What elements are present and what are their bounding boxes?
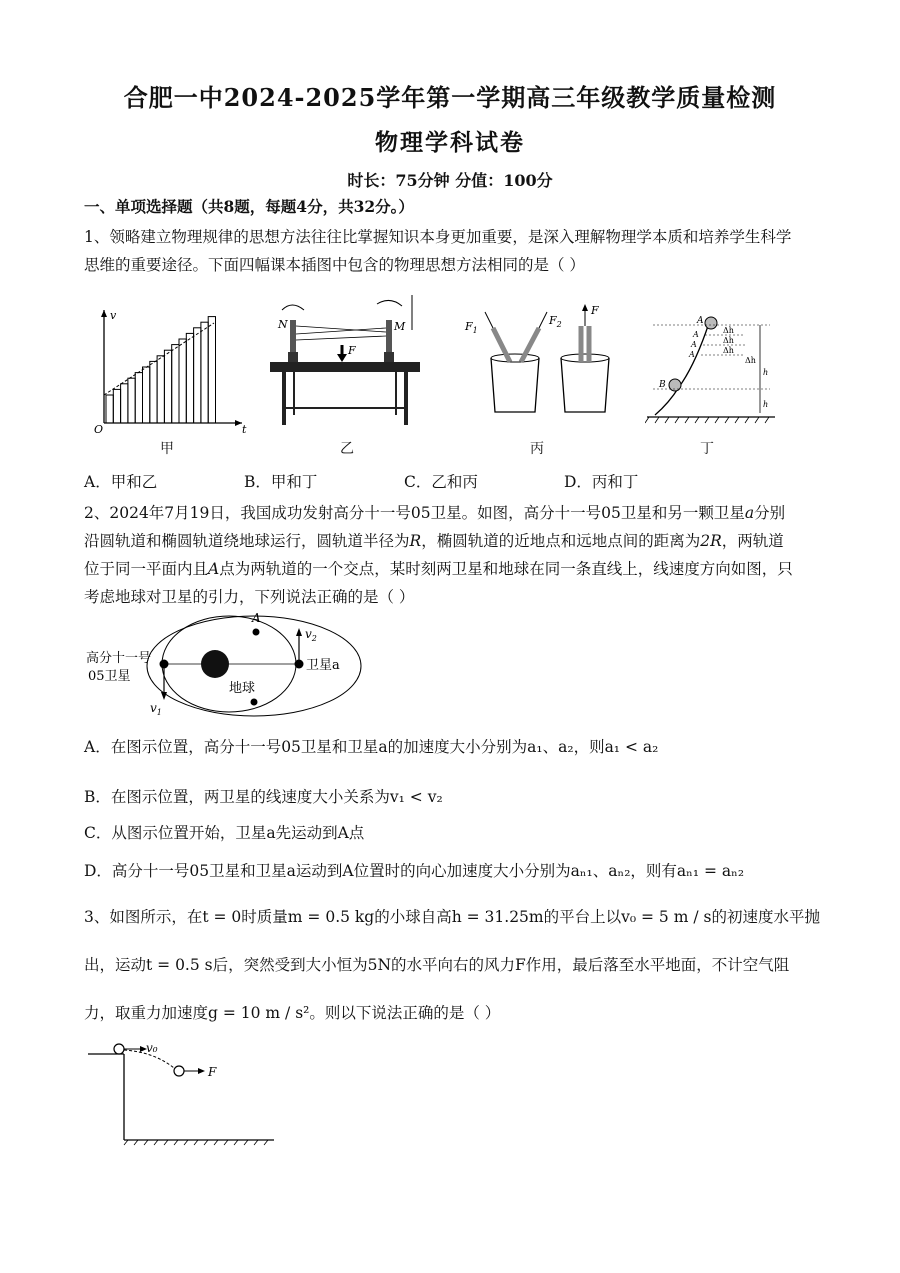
- fig-jia-t: t: [242, 423, 247, 435]
- subject-title: 物理学科试卷: [375, 129, 525, 156]
- fig-f: F: [208, 1065, 217, 1079]
- q2-option-b[interactable]: B．在图示位置，两卫星的线速度大小关系为v₁ < v₂: [84, 788, 443, 806]
- q1-option-b[interactable]: B．甲和丁: [244, 473, 318, 491]
- svg-text:Δh: Δh: [723, 336, 734, 345]
- fig-v0: v₀: [146, 1041, 158, 1055]
- staircase-bar: [179, 339, 186, 423]
- fig-jia-o: O: [94, 423, 104, 435]
- svg-text:h: h: [763, 368, 769, 377]
- svg-text:A: A: [697, 316, 704, 326]
- staircase-bar: [135, 373, 142, 423]
- staircase-bar: [194, 328, 201, 423]
- staircase-bar: [121, 384, 128, 423]
- fig-jia: [92, 305, 252, 435]
- q2-line4: 考虑地球对卫星的引力，下列说法正确的是（ ）: [84, 588, 415, 606]
- fig-yi-m: M: [394, 320, 406, 333]
- caption-bing: 丙: [530, 441, 544, 457]
- svg-text:Δh: Δh: [723, 346, 734, 355]
- q1-option-c[interactable]: C．乙和丙: [404, 473, 478, 491]
- svg-text:A: A: [693, 330, 699, 339]
- fig-bing-f: F: [591, 304, 599, 317]
- fig-earth: 地球: [229, 681, 256, 696]
- fig-sat1-b: 05卫星: [88, 669, 131, 684]
- fig-point-a: A: [252, 611, 261, 625]
- svg-text:F1: $F_1$: [465, 320, 478, 335]
- fig-bing-f1: F: [465, 320, 473, 333]
- svg-text:Δh: Δh: [723, 326, 734, 335]
- svg-text:F2: $F_2$: [549, 314, 562, 329]
- staircase-bar: [186, 333, 193, 423]
- q1-options: [84, 470, 804, 492]
- q2-line2: 沿圆轨道和椭圆轨道绕地球运行，圆轨道半径为R，椭圆轨道的近地点和远地点间的距离为2R，两轨道: [84, 532, 784, 550]
- fig-v2: $v_2$: [305, 627, 317, 643]
- fig-bing-f2: F: [549, 314, 557, 327]
- staircase-bar: [201, 322, 208, 423]
- fig-bing: [455, 300, 620, 420]
- q2-line1: 2、2024年7月19日，我国成功发射高分十一号05卫星。如图，高分十一号05卫星和另一颗卫星a分别: [84, 504, 786, 522]
- q2-line3: 位于同一平面内且A点为两轨道的一个交点，某时刻两卫星和地球在同一条直线上，线速度方向如图，只: [84, 560, 793, 578]
- svg-text:A: A: [689, 350, 695, 359]
- exam-title: 合肥一中2024-2025学年第一学期高三年级教学质量检测: [123, 83, 777, 112]
- staircase-bar: [106, 395, 113, 423]
- q3-line2: 出，运动t = 0.5 s后，突然受到大小恒为5N的水平向右的风力F作用，最后落至水平地面，不计空气阻: [84, 956, 790, 974]
- q1-line1: 1、领略建立物理规律的思想方法往往比掌握知识本身更加重要，是深入理解物理学本质和培养学生科学: [84, 228, 792, 246]
- fig-yi: [262, 290, 427, 430]
- staircase-bar: [172, 345, 179, 423]
- fig-yi-f: F: [348, 344, 356, 357]
- staircase-bar: [143, 367, 150, 423]
- svg-text:B: B: [659, 380, 666, 390]
- fig-sat1-a: 高分十一号: [86, 651, 152, 666]
- q1-line2: 思维的重要途径。下面四幅课本插图中包含的物理思想方法相同的是（ ）: [84, 256, 585, 274]
- q3-line1: 3、如图所示，在t = 0时质量m = 0.5 kg的小球自高h = 31.25m的平台上以v₀ = 5 m / s的初速度水平抛: [84, 908, 820, 926]
- staircase-bar: [113, 389, 120, 423]
- staircase-bar: [157, 356, 164, 423]
- q2-option-a[interactable]: A．在图示位置，高分十一号05卫星和卫星a的加速度大小分别为a₁、a₂，则a₁ < a₂: [84, 738, 659, 756]
- caption-ding: 丁: [700, 441, 714, 457]
- exam-meta: 时长：75分钟 分值：100分: [347, 171, 553, 190]
- fig-sat2: 卫星a: [306, 658, 340, 673]
- caption-jia: 甲: [160, 441, 174, 457]
- q2-option-d[interactable]: D．高分十一号05卫星和卫星a运动到A位置时的向心加速度大小分别为aₙ₁、aₙ₂，则有aₙ₁ = aₙ₂: [84, 862, 745, 880]
- section-heading: 一、单项选择题（共8题，每题4分，共32分。）: [84, 197, 414, 216]
- fig-projectile: [84, 1040, 284, 1150]
- svg-text:h: h: [763, 400, 769, 409]
- fig-ding: [645, 305, 780, 425]
- fig-orbits: [84, 608, 374, 720]
- fig-v1: $v_1$: [150, 701, 162, 717]
- q1-option-d[interactable]: D．丙和丁: [564, 473, 639, 491]
- staircase-bar: [208, 317, 215, 423]
- staircase-bar: [128, 378, 135, 423]
- fig-yi-n: N: [278, 318, 288, 331]
- q3-line3: 力，取重力加速度g = 10 m / s²。则以下说法正确的是（ ）: [84, 1004, 501, 1022]
- svg-text:Δh: Δh: [745, 356, 756, 365]
- fig-jia-v: v: [110, 309, 117, 322]
- caption-yi: 乙: [340, 441, 354, 457]
- q1-option-a[interactable]: A．甲和乙: [84, 473, 158, 491]
- q2-option-c[interactable]: C．从图示位置开始，卫星a先运动到A点: [84, 824, 365, 842]
- staircase-bar: [164, 350, 171, 423]
- staircase-bar: [150, 361, 157, 423]
- svg-text:A: A: [691, 340, 697, 349]
